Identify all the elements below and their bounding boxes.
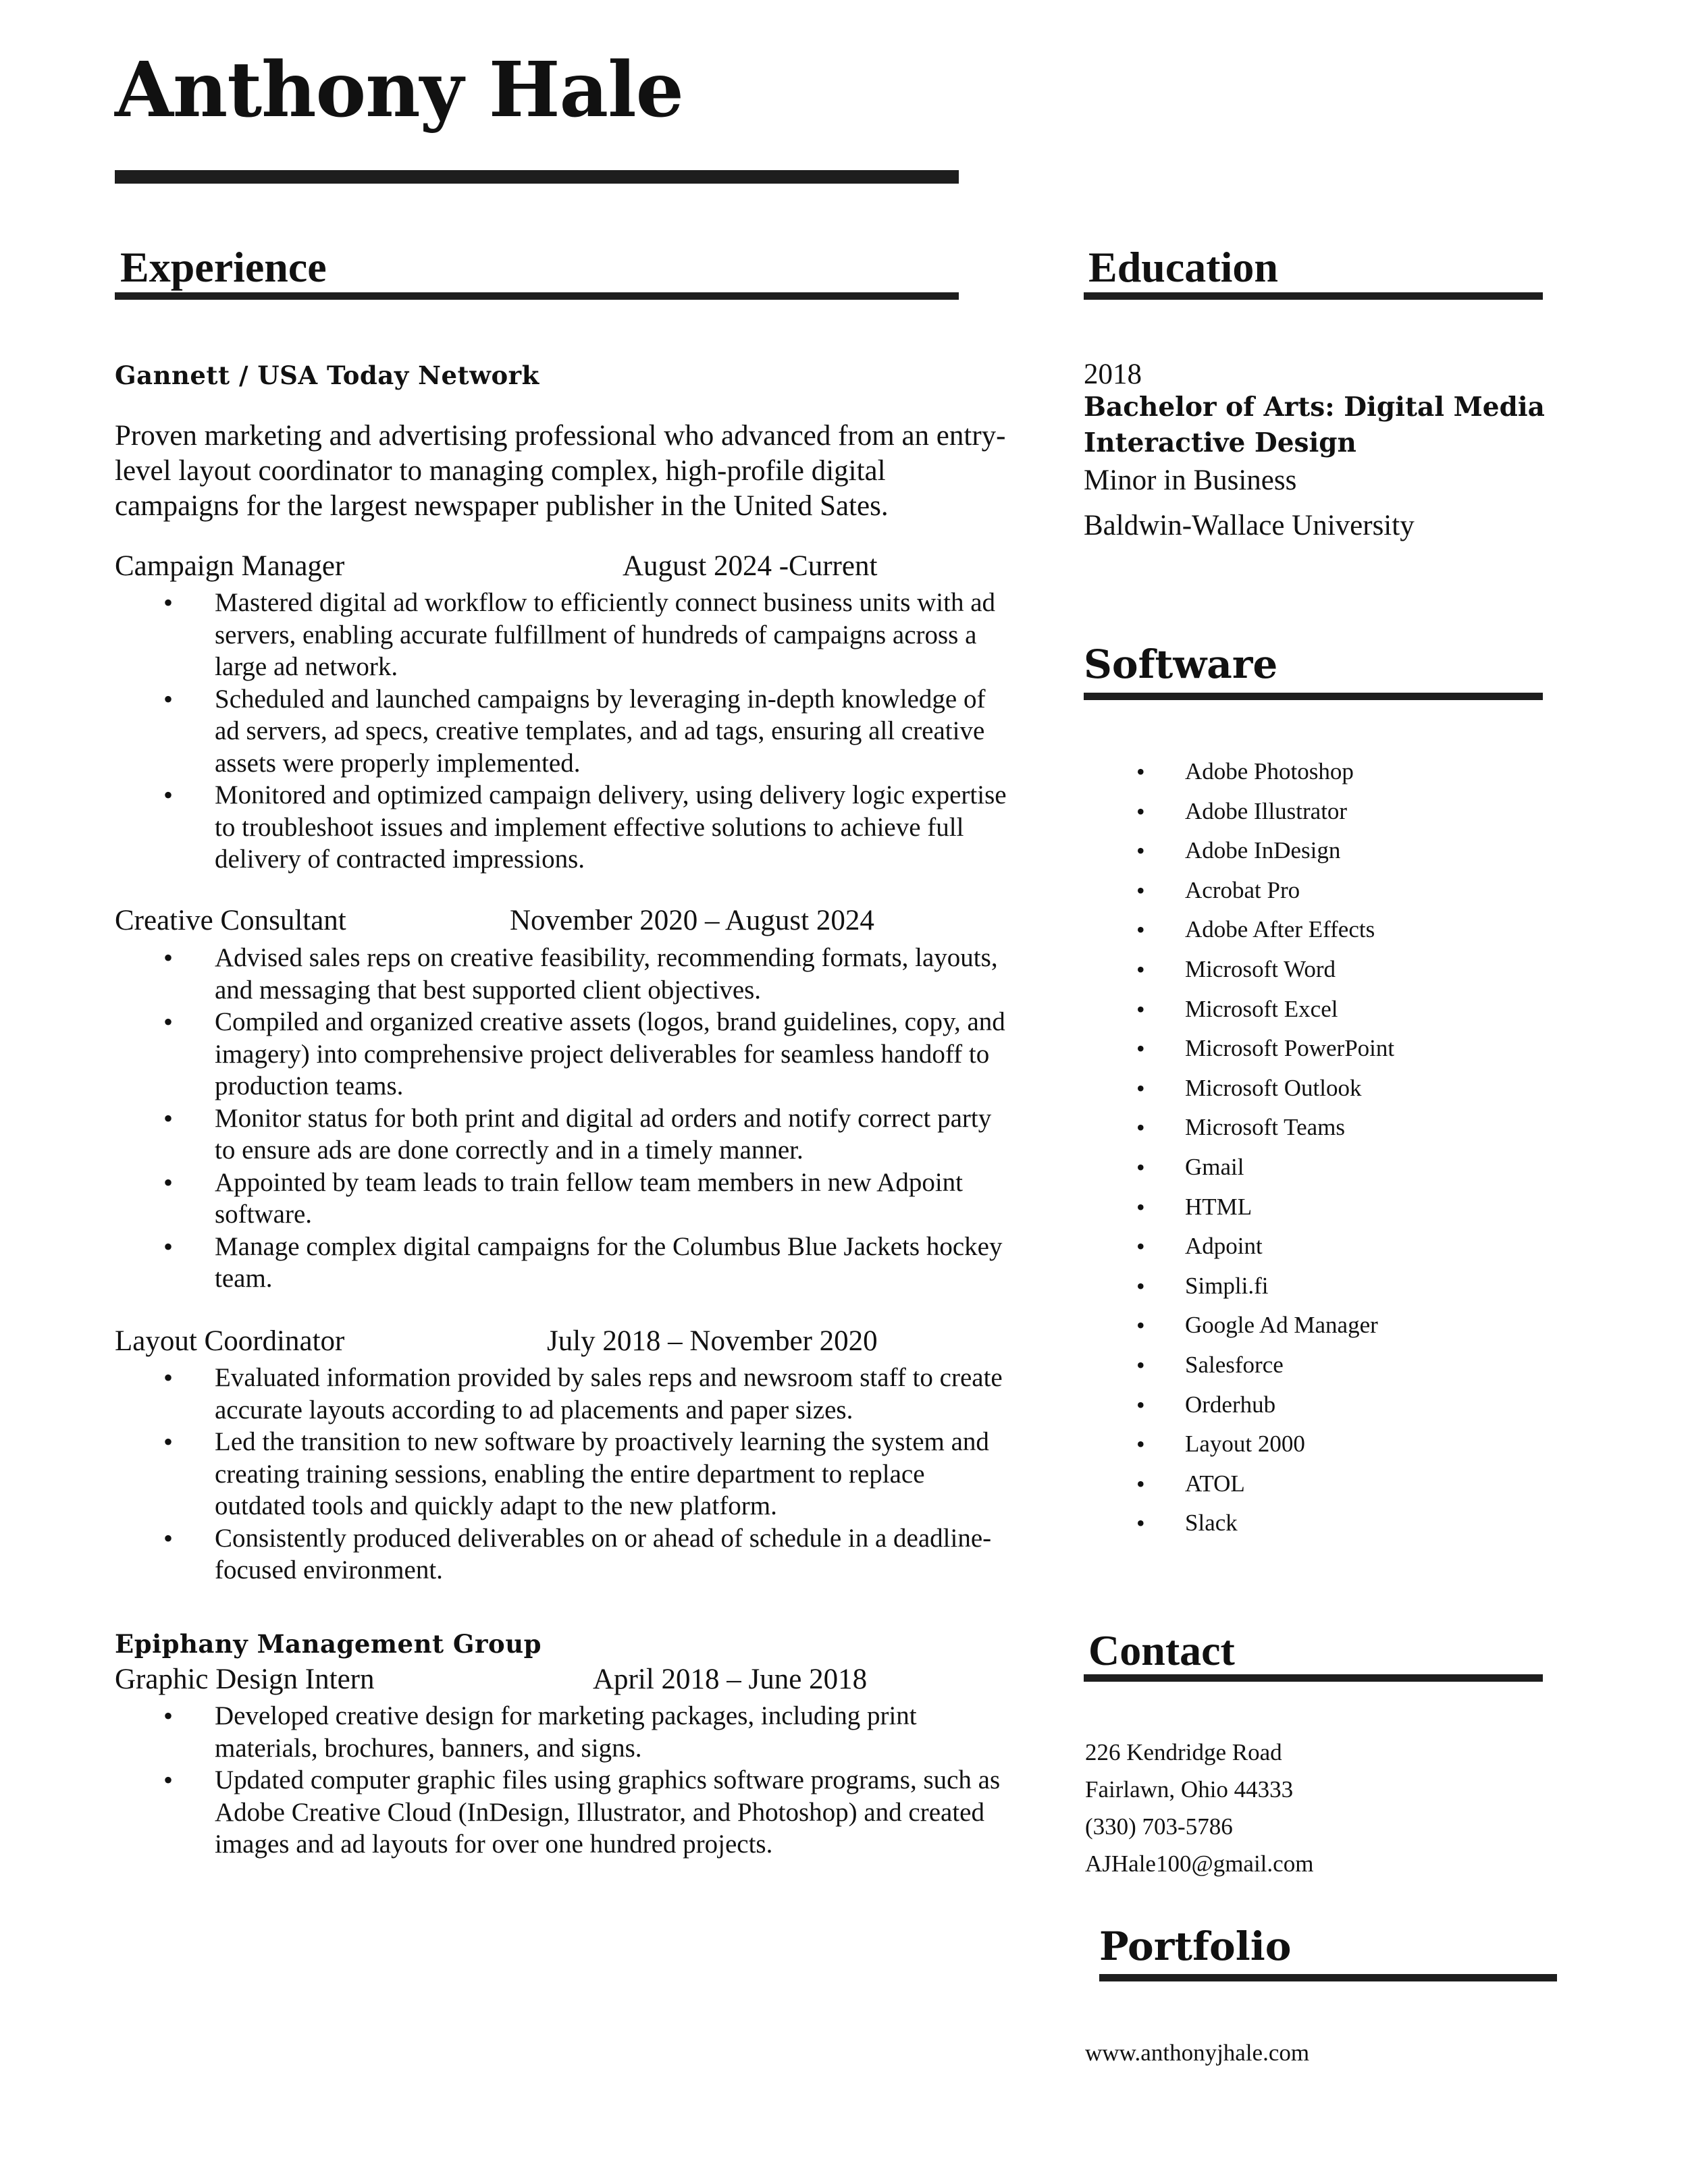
job-heading — [115, 1665, 959, 1694]
portfolio-rule — [1099, 1974, 1557, 1981]
bullet-item: • Developed creative design for marketing packages, including print materials, brochures, banners, and signs. — [115, 1700, 1013, 1764]
job-dates: August 2024 -Current — [623, 550, 878, 582]
contact-phone: (330) 703-5786 — [1085, 1813, 1233, 1840]
software-item: • Gmail — [1084, 1148, 1394, 1188]
portfolio-heading: Portfolio — [1099, 1923, 1292, 1969]
job-heading — [115, 906, 959, 935]
software-item: • Adobe After Effects — [1084, 910, 1394, 950]
education-minor: Minor in Business — [1084, 464, 1297, 496]
job-bullets — [115, 942, 1013, 1295]
software-item: • Microsoft Teams — [1084, 1108, 1394, 1148]
bullet-item: • Consistently produced deliverables on or ahead of schedule in a deadline-focused environment. — [115, 1522, 1013, 1587]
software-item: • Slack — [1084, 1503, 1394, 1543]
bullet-item: • Manage complex digital campaigns for the Columbus Blue Jackets hockey team. — [115, 1231, 1013, 1295]
job-bullets — [115, 1700, 1013, 1861]
software-item: • Adobe Photoshop — [1084, 752, 1394, 792]
bullet-item: • Monitored and optimized campaign delivery, using delivery logic expertise to troubleshoot issues and implement effective solutions to achieve full delivery of contracted impressions. — [115, 779, 1013, 876]
contact-block — [1085, 1734, 1313, 1882]
education-heading: Education — [1088, 243, 1278, 291]
education-school: Baldwin-Wallace University — [1084, 510, 1415, 541]
software-rule — [1084, 693, 1543, 700]
bullet-item: • Evaluated information provided by sales reps and newsroom staff to create accurate layouts according to ad placements and paper sizes. — [115, 1362, 1013, 1426]
portfolio-url: www.anthonyjhale.com — [1085, 2040, 1310, 2066]
software-item: • Salesforce — [1084, 1346, 1394, 1385]
software-item: • Layout 2000 — [1084, 1424, 1394, 1464]
job-dates: July 2018 – November 2020 — [547, 1325, 878, 1357]
experience-rule — [115, 292, 959, 300]
job-title: Creative Consultant — [115, 905, 346, 936]
name-underline — [115, 170, 959, 184]
software-item: • Google Ad Manager — [1084, 1306, 1394, 1346]
software-item: • Adpoint — [1084, 1227, 1394, 1267]
education-rule — [1084, 292, 1543, 300]
job-dates: November 2020 – August 2024 — [510, 905, 874, 936]
bullet-item: • Compiled and organized creative assets (logos, brand guidelines, copy, and imagery) into comprehensive project deliverables for seamless handoff to production teams. — [115, 1006, 1013, 1102]
job-bullets — [115, 1362, 1013, 1587]
software-item: • Adobe Illustrator — [1084, 792, 1394, 832]
bullet-item: • Scheduled and launched campaigns by leveraging in-depth knowledge of ad servers, ad specs, creative templates, and ad tags, ensuring all creative assets were properly implemented. — [115, 683, 1013, 780]
software-item: • Microsoft PowerPoint — [1084, 1029, 1394, 1069]
bullet-item: • Led the transition to new software by proactively learning the system and creating training sessions, enabling the entire department to replace outdated tools and quickly adapt to the new platform. — [115, 1426, 1013, 1522]
job-title: Campaign Manager — [115, 550, 345, 582]
contact-email: AJHale100@gmail.com — [1085, 1850, 1314, 1877]
employer-name: Gannett / USA Today Network — [115, 361, 539, 390]
contact-address-line1: 226 Kendridge Road — [1085, 1739, 1282, 1765]
experience-heading: Experience — [120, 243, 327, 291]
software-item: • Microsoft Excel — [1084, 990, 1394, 1030]
bullet-item: • Mastered digital ad workflow to efficiently connect business units with ad servers, enabling accurate fulfillment of hundreds of campaigns across a large ad network. — [115, 587, 1013, 683]
bullet-item: • Updated computer graphic files using graphics software programs, such as Adobe Creative Cloud (InDesign, Illustrator, and Photoshop) and created images and ad layouts for over one hundred projects. — [115, 1764, 1013, 1861]
job-bullets — [115, 587, 1013, 876]
bullet-item: • Appointed by team leads to train fellow team members in new Adpoint software. — [115, 1167, 1013, 1231]
contact-address-line2: Fairlawn, Ohio 44333 — [1085, 1776, 1294, 1803]
software-item: • Acrobat Pro — [1084, 871, 1394, 911]
employer-summary: Proven marketing and advertising professional who advanced from an entry-level layout coordinator to managing complex, high-profile digital campaigns for the largest newspaper publisher in the United Sates. — [115, 420, 1006, 522]
software-item: • HTML — [1084, 1188, 1394, 1227]
candidate-name: Anthony Hale — [115, 46, 683, 134]
job-heading — [115, 552, 959, 581]
job-dates: April 2018 – June 2018 — [593, 1663, 868, 1695]
software-item: • Orderhub — [1084, 1385, 1394, 1425]
software-item: • Adobe InDesign — [1084, 831, 1394, 871]
bullet-item: • Monitor status for both print and digital ad orders and notify correct party to ensure ads are done correctly and in a timely manner. — [115, 1102, 1013, 1167]
software-item: • Simpli.fi — [1084, 1267, 1394, 1306]
software-item: • ATOL — [1084, 1464, 1394, 1504]
employer-name: Epiphany Management Group — [115, 1629, 542, 1659]
contact-rule — [1084, 1674, 1543, 1682]
contact-heading: Contact — [1088, 1626, 1235, 1674]
software-item: • Microsoft Word — [1084, 950, 1394, 990]
bullet-item: • Advised sales reps on creative feasibility, recommending formats, layouts, and messaging that best supported client objectives. — [115, 942, 1013, 1006]
job-title: Graphic Design Intern — [115, 1663, 375, 1695]
software-list — [1084, 752, 1394, 1543]
education-degree: Bachelor of Arts: Digital Media Interactive Design — [1084, 392, 1545, 458]
education-year: 2018 — [1084, 358, 1142, 390]
job-title: Layout Coordinator — [115, 1325, 345, 1357]
software-heading: Software — [1084, 641, 1278, 687]
software-item: • Microsoft Outlook — [1084, 1069, 1394, 1109]
job-heading — [115, 1327, 959, 1356]
